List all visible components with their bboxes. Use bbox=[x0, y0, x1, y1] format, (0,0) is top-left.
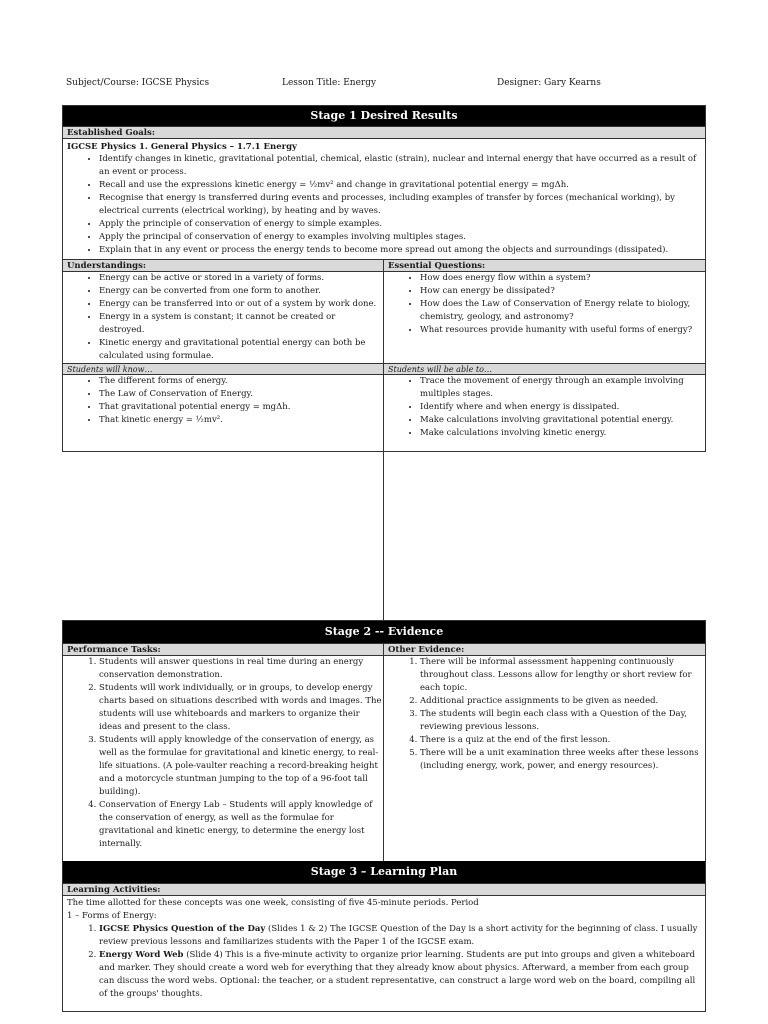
lesson-title-label: Lesson Title: Energy bbox=[282, 78, 377, 88]
able-list bbox=[384, 375, 705, 440]
goal-item: • Explain that in any event or process the energy tends to become more spread out among the objects and surroundings (dissipated). bbox=[99, 244, 705, 257]
essential-questions-heading: Essential Questions: bbox=[384, 259, 705, 272]
stage3-title: Stage 3 – Learning Plan bbox=[63, 861, 705, 883]
performance-item: 1. Students will answer questions in real time during an energy conservation demonstration. bbox=[99, 656, 383, 682]
stage2-title: Stage 2 -- Evidence bbox=[63, 621, 705, 643]
other-evidence-list bbox=[384, 656, 705, 773]
students-able-heading: Students will be able to… bbox=[384, 363, 705, 375]
other-evidence-item: 4. There is a quiz at the end of the first lesson. bbox=[420, 734, 705, 747]
students-know-heading: Students will know… bbox=[63, 363, 383, 375]
activity-name: Energy Word Web bbox=[99, 950, 184, 960]
performance-tasks-heading: Performance Tasks: bbox=[63, 643, 383, 656]
question-item: • How does the Law of Conservation of Energy relate to biology, chemistry, geology, and astronomy? bbox=[420, 298, 705, 324]
understanding-item: • Energy can be active or stored in a variety of forms. bbox=[99, 272, 383, 285]
question-item: • How can energy be dissipated? bbox=[420, 285, 705, 298]
understanding-item: • Energy can be converted from one form to another. bbox=[99, 285, 383, 298]
other-evidence-item: 2. Additional practice assignments to be given as needed. bbox=[420, 695, 705, 708]
activity-name: IGCSE Physics Question of the Day bbox=[99, 924, 266, 934]
question-item: • What resources provide humanity with useful forms of energy? bbox=[420, 324, 705, 337]
goal-item: • Apply the principle of conservation of energy to simple examples. bbox=[99, 218, 705, 231]
activities-list bbox=[63, 923, 705, 1001]
know-list bbox=[63, 375, 383, 427]
activity-item bbox=[99, 923, 705, 949]
subject-label: Subject/Course: IGCSE Physics bbox=[66, 78, 210, 88]
know-item: • The different forms of energy. bbox=[99, 375, 383, 388]
understanding-item: • Kinetic energy and gravitational potential energy can both be calculated using formulae. bbox=[99, 337, 383, 363]
understandings-row bbox=[63, 259, 705, 363]
know-item: • That kinetic energy = ½mv². bbox=[99, 414, 383, 427]
performance-item: 3. Students will apply knowledge of the conservation of energy, as well as the formulae for gravitational and kinetic energy, to real-life situations. (A pole-vaulter reaching a record-breaking height and a motorcycle stuntman jumping to the top of a 96-foot tall building). bbox=[99, 734, 383, 799]
learning-activities-heading: Learning Activities: bbox=[63, 883, 705, 896]
understanding-item: • Energy in a system is constant; it cannot be created or destroyed. bbox=[99, 311, 383, 337]
performance-item: 2. Students will work individually, or in groups, to develop energy charts based on situations described with words and images. The students will use whiteboards and markers to organize their ideas and present to the class. bbox=[99, 682, 383, 734]
goal-item: • Recall and use the expressions kinetic energy = ½mv² and change in gravitational potential energy = mgΔh. bbox=[99, 179, 705, 192]
questions-list bbox=[384, 272, 705, 337]
understanding-item: • Energy can be transferred into or out of a system by work done. bbox=[99, 298, 383, 311]
stage1-title: Stage 1 Desired Results bbox=[63, 106, 705, 126]
activity-description: (Slides 1 & 2) The IGCSE Question of the Day is a short activity for the beginning of class. I usually review previous lessons and familiarizes students with the Paper 1 of the IGCSE exam. bbox=[99, 924, 698, 947]
other-evidence-item: 5. There will be a unit examination three weeks after these lessons (including energy, work, power, and energy resources). bbox=[420, 747, 705, 773]
activities-intro-line2: 1 – Forms of Energy: bbox=[67, 911, 157, 921]
activities-intro-line1: The time allotted for these concepts was one week, consisting of five 45-minute periods. Period bbox=[67, 898, 479, 908]
understandings-heading: Understandings: bbox=[63, 259, 383, 272]
designer-label: Designer: Gary Kearns bbox=[497, 78, 601, 88]
established-goals-heading: Established Goals: bbox=[63, 126, 705, 139]
able-item: • Make calculations involving gravitational potential energy. bbox=[420, 414, 705, 427]
stage1-table bbox=[62, 105, 706, 452]
able-item: • Make calculations involving kinetic energy. bbox=[420, 427, 705, 440]
able-item: • Identify where and when energy is dissipated. bbox=[420, 401, 705, 414]
performance-list bbox=[63, 656, 383, 851]
activity-description: (Slide 4) This is a five-minute activity to organize prior learning. Students are put into groups and given a whiteboard and marker. They should create a word web for everything that they already know about physics. Afterward, a member from each group can discuss the word webs. Optional: the teacher, or a student representative, can construct a large word web on the board, compiling all of the groups' thoughts. bbox=[99, 950, 696, 999]
goals-list bbox=[63, 153, 705, 257]
goal-item: • Recognise that energy is transferred during events and processes, including examples of transfer by forces (mechanical working), by electrical currents (electrical working), by heating and by waves. bbox=[99, 192, 705, 218]
goal-item: • Apply the principal of conservation of energy to examples involving multiples stages. bbox=[99, 231, 705, 244]
other-evidence-item: 3. The students will begin each class with a Question of the Day, reviewing previous lessons. bbox=[420, 708, 705, 734]
question-item: • How does energy flow within a system? bbox=[420, 272, 705, 285]
goal-item: • Identify changes in kinetic, gravitational potential, chemical, elastic (strain), nuclear and internal energy that have occurred as a result of an event or process. bbox=[99, 153, 705, 179]
know-item: • That gravitational potential energy = mgΔh. bbox=[99, 401, 383, 414]
other-evidence-heading: Other Evidence: bbox=[384, 643, 705, 656]
know-item: • The Law of Conservation of Energy. bbox=[99, 388, 383, 401]
activity-item bbox=[99, 949, 705, 1001]
performance-item: 4. Conservation of Energy Lab – Students will apply knowledge of the conservation of energy, as well as the formulae for gravitational and kinetic energy, to determine the energy lost internally. bbox=[99, 799, 383, 851]
evidence-row bbox=[63, 643, 705, 861]
other-evidence-item: 1. There will be informal assessment happening continuously throughout class. Lessons allow for lengthy or short review for each topic. bbox=[420, 656, 705, 695]
stage2-3-table bbox=[62, 620, 706, 1012]
able-item: • Trace the movement of energy through an example involving multiples stages. bbox=[420, 375, 705, 401]
understandings-list bbox=[63, 272, 383, 363]
goals-title: IGCSE Physics 1. General Physics – 1.7.1 Energy bbox=[67, 142, 297, 152]
